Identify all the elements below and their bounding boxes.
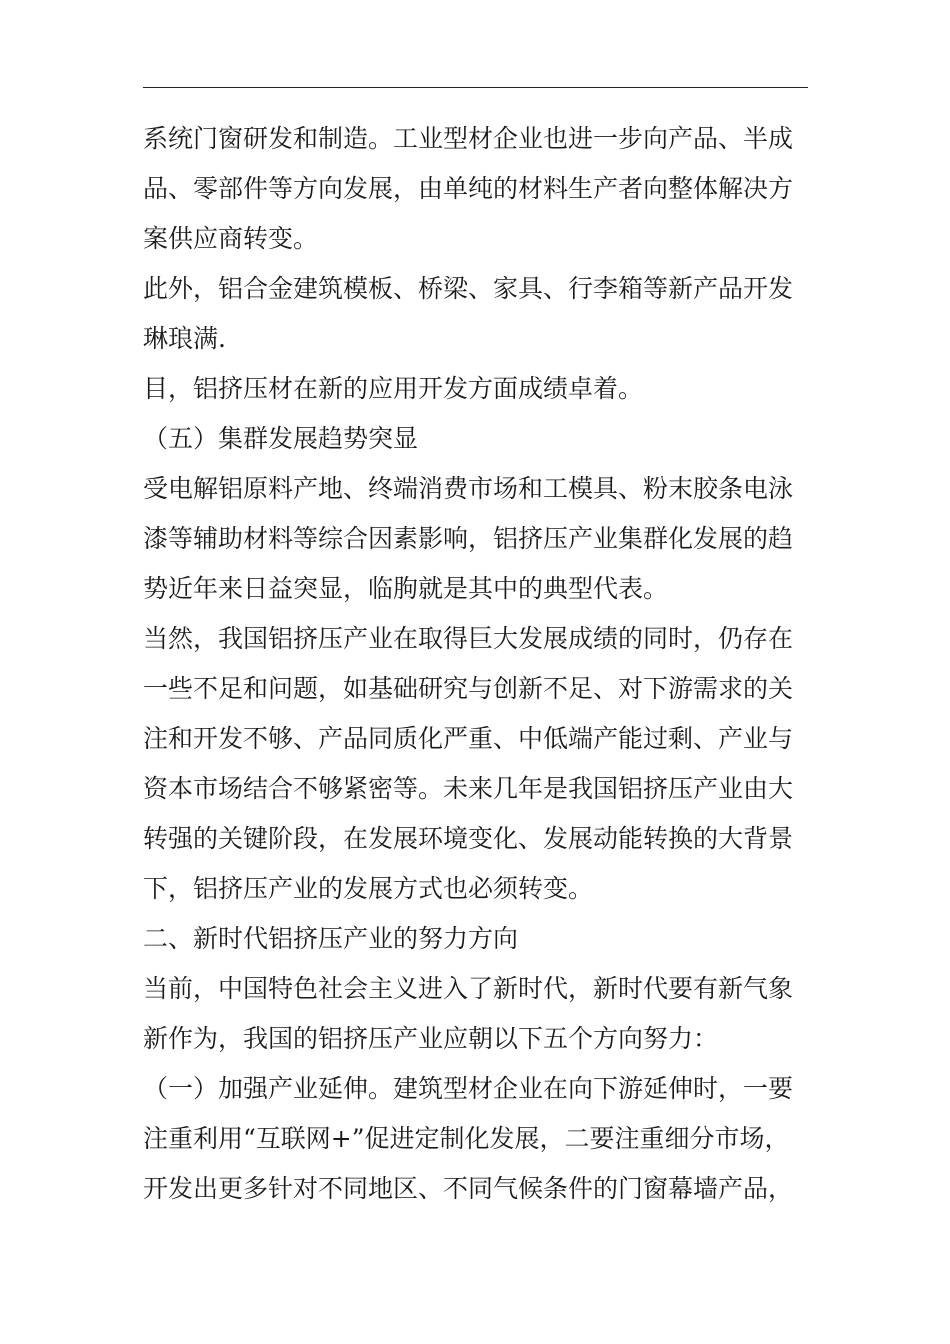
text-line: 品、零部件等方向发展，由单纯的材料生产者向整体解决方 [143,174,794,203]
text-line: 资本市场结合不够紧密等。未来几年是我国铝挤压产业由大 [143,774,794,803]
text-line: （一）加强产业延伸。建筑型材企业在向下游延伸时，一要 [143,1074,794,1103]
text-line: 系统门窗研发和制造。工业型材企业也进一步向产品、半成 [143,124,794,153]
text-line: 注重利用“互联网+”促进定制化发展，二要注重细分市场， [143,1124,790,1153]
text-line: 此外，铝合金建筑模板、桥梁、家具、行李箱等新产品开发 [143,274,794,303]
text-line: 转强的关键阶段，在发展环境变化、发展动能转换的大背景 [143,824,794,853]
section-heading: （五）集群发展趋势突显 [143,424,419,453]
text-line: 案供应商转变。 [143,224,319,253]
text-line: 当前，中国特色社会主义进入了新时代，新时代要有新气象 [143,974,794,1003]
text-line: 目，铝挤压材在新的应用开发方面成绩卓着。 [143,374,644,403]
text-line: 开发出更多针对不同地区、不同气候条件的门窗幕墙产品， [143,1174,794,1203]
text-line: 注和开发不够、产品同质化严重、中低端产能过剩、产业与 [143,724,794,753]
text-line: 新作为，我国的铝挤压产业应朝以下五个方向努力： [143,1024,719,1053]
header-rule [143,87,808,88]
text-line: 下，铝挤压产业的发展方式也必须转变。 [143,874,594,903]
section-heading: 二、新时代铝挤压产业的努力方向 [143,924,519,953]
text-line: 当然，我国铝挤压产业在取得巨大发展成绩的同时，仍存在 [143,624,794,653]
text-line: 漆等辅助材料等综合因素影响，铝挤压产业集群化发展的趋 [143,524,794,553]
text-line: 受电解铝原料产地、终端消费市场和工模具、粉末胶条电泳 [143,474,794,503]
body-text [143,114,808,1214]
text-line: 琳琅满. [143,324,226,353]
text-line: 一些不足和问题，如基础研究与创新不足、对下游需求的关 [143,674,794,703]
text-line: 势近年来日益突显，临朐就是其中的典型代表。 [143,574,669,603]
